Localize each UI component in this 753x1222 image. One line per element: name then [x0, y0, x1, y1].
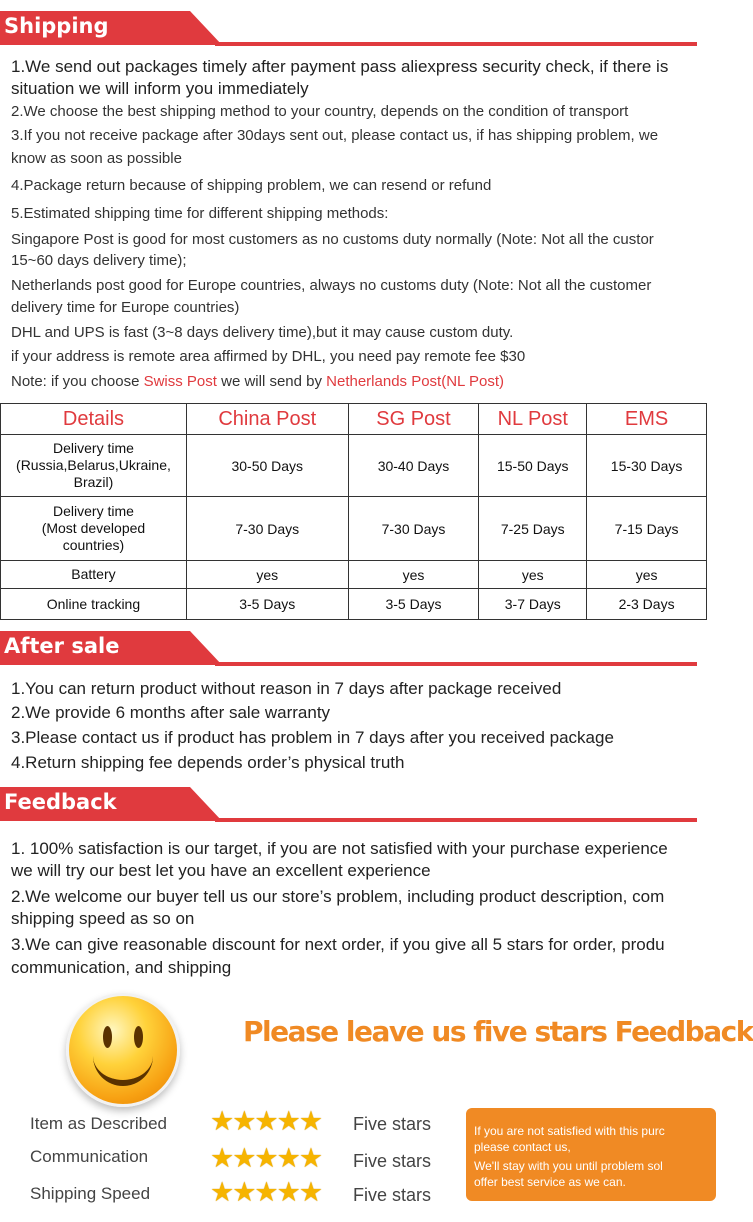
table-cell: 3-7 Days [479, 589, 587, 620]
five-stars-icon: ★★★★★ [210, 1106, 322, 1136]
shipping-sg-post: Singapore Post is good for most customers as no customs duty normally (Note: Not all the custor [11, 231, 654, 248]
note-swiss-post: Swiss Post [143, 373, 217, 390]
feedback-line-3b: communication, and shipping [11, 958, 232, 977]
shipping-line-3b: know as soon as possible [11, 150, 182, 167]
shipping-nl-post: Netherlands post good for Europe countries, always no customs duty (Note: Not all the customer [11, 277, 652, 294]
table-row [1, 497, 707, 561]
shipping-line-5: 5.Estimated shipping time for different shipping methods: [11, 205, 389, 222]
shipping-section-header [0, 11, 697, 49]
feedback-line-3: 3.We can give reasonable discount for next order, if you give all 5 stars for order, produ [11, 935, 665, 954]
table-header-row [1, 404, 707, 435]
feedback-section-header [0, 787, 697, 825]
contact-note-line: offer best service as we can. [474, 1175, 626, 1189]
row-label-line: Delivery time [53, 440, 134, 456]
row-label: Online tracking [1, 589, 187, 620]
row-label: Battery [1, 561, 187, 589]
note-middle: we will send by [216, 373, 327, 390]
row-label [1, 435, 187, 497]
table-header: EMS [587, 404, 707, 435]
table-cell: yes [479, 561, 587, 589]
row-label-line: Brazil) [73, 474, 114, 490]
feedback-line-2: 2.We welcome our buyer tell us our store’s problem, including product description, com [11, 887, 665, 906]
feedback-line-2b: shipping speed as so on [11, 909, 195, 928]
table-header: SG Post [348, 404, 479, 435]
feedback-line-1b: we will try our best let you have an excellent experience [11, 861, 431, 880]
feedback-line-1: 1. 100% satisfaction is our target, if you are not satisfied with your purchase experience [11, 839, 668, 858]
rating-value: Five stars [353, 1114, 432, 1134]
shipping-line-3: 3.If you not receive package after 30days sent out, please contact us, if has shipping problem, we [11, 127, 659, 144]
table-header: China Post [186, 404, 348, 435]
five-stars-banner: Please leave us five stars Feedback [243, 1015, 753, 1048]
shipping-note [11, 371, 504, 393]
table-cell: 7-30 Days [348, 497, 479, 561]
note-prefix: Note: if you choose [11, 373, 144, 390]
smiley-face-icon [66, 993, 180, 1107]
shipping-nl-post-b: delivery time for Europe countries) [11, 299, 240, 316]
table-header: NL Post [479, 404, 587, 435]
note-nl-post: Netherlands Post(NL Post) [326, 373, 505, 390]
contact-note-line: please contact us, [474, 1140, 571, 1154]
shipping-title: Shipping [4, 14, 109, 38]
table-cell: yes [186, 561, 348, 589]
after-sale-line-3: 3.Please contact us if product has problem in 7 days after you received package [11, 728, 614, 747]
row-label-line: (Russia,Belarus,Ukraine, [16, 457, 171, 473]
rating-label-shipping-speed: Shipping Speed [30, 1184, 151, 1203]
shipping-line-2: 2.We choose the best shipping method to your country, depends on the condition of transport [11, 103, 629, 120]
table-cell: 7-15 Days [587, 497, 707, 561]
contact-note-line: We'll stay with you until problem sol [474, 1159, 663, 1173]
table-cell: 30-50 Days [186, 435, 348, 497]
row-label-line: (Most developed [41, 520, 146, 536]
table-cell: yes [348, 561, 479, 589]
table-cell: 7-30 Days [186, 497, 348, 561]
rating-value: Five stars [353, 1185, 432, 1205]
rating-value: Five stars [353, 1151, 432, 1171]
table-cell: yes [587, 561, 707, 589]
table-cell: 2-3 Days [587, 589, 707, 620]
rating-label-communication: Communication [30, 1147, 149, 1166]
five-stars-icon: ★★★★★ [210, 1143, 322, 1173]
feedback-title: Feedback [4, 790, 117, 814]
table-cell: 15-50 Days [479, 435, 587, 497]
shipping-dhl: DHL and UPS is fast (3~8 days delivery time),but it may cause custom duty. [11, 324, 514, 341]
row-label [1, 497, 187, 561]
after-sale-line-4: 4.Return shipping fee depends order’s physical truth [11, 753, 405, 772]
after-sale-title: After sale [4, 634, 120, 658]
table-row [1, 561, 707, 589]
table-cell: 30-40 Days [348, 435, 479, 497]
contact-note-line: If you are not satisfied with this purc [474, 1124, 665, 1138]
after-sale-line-1: 1.You can return product without reason in 7 days after package received [11, 679, 562, 698]
row-label-line: Delivery time [53, 503, 134, 519]
shipping-sg-post-b: 15~60 days delivery time); [11, 252, 187, 269]
rating-label-item-described: Item as Described [30, 1114, 167, 1133]
table-row [1, 435, 707, 497]
table-header: Details [1, 404, 187, 435]
table-cell: 3-5 Days [186, 589, 348, 620]
row-label-line: countries) [62, 537, 125, 553]
table-row [1, 589, 707, 620]
table-cell: 3-5 Days [348, 589, 479, 620]
shipping-line-1: 1.We send out packages timely after payment pass aliexpress security check, if there is [11, 57, 669, 76]
after-sale-line-2: 2.We provide 6 months after sale warranty [11, 703, 331, 722]
shipping-line-4: 4.Package return because of shipping problem, we can resend or refund [11, 177, 492, 194]
shipping-methods-table [0, 403, 707, 620]
shipping-line-1b: situation we will inform you immediately [11, 79, 309, 98]
contact-note-box [466, 1108, 716, 1201]
five-stars-icon: ★★★★★ [210, 1177, 322, 1207]
after-sale-section-header [0, 631, 697, 669]
shipping-remote-fee: if your address is remote area affirmed by DHL, you need pay remote fee $30 [11, 348, 526, 365]
table-cell: 7-25 Days [479, 497, 587, 561]
table-cell: 15-30 Days [587, 435, 707, 497]
